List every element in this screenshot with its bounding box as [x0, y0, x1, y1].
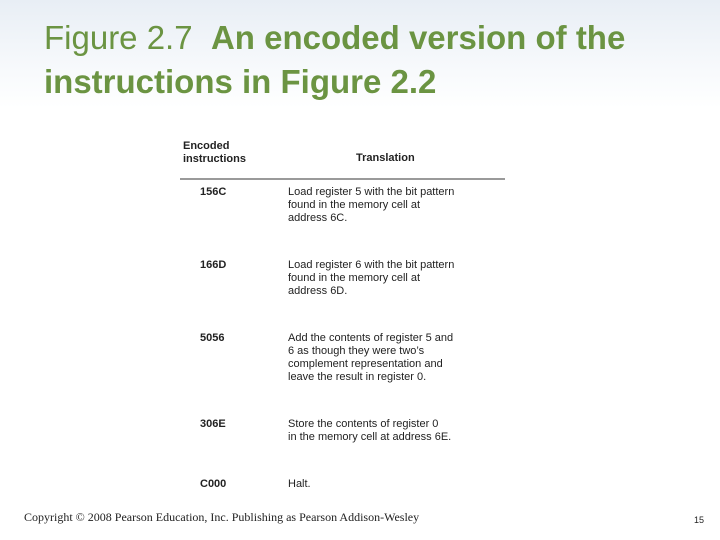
- copyright-notice: Copyright © 2008 Pearson Education, Inc. Publishing as Pearson Addison-Wesley: [24, 510, 420, 524]
- header-translation: Translation: [356, 152, 415, 164]
- translation-text: Load register 5 with the bit pattern found in the memory cell at address 6C.: [288, 186, 455, 224]
- translation-text: Halt.: [288, 478, 311, 490]
- encoded-instruction: C000: [200, 478, 227, 490]
- header-divider: [180, 178, 505, 180]
- encoded-instruction: 5056: [200, 332, 225, 344]
- header-encoded-instructions: Encoded instructions: [183, 140, 246, 165]
- slide-title: [44, 16, 704, 104]
- instruction-table: [180, 138, 505, 496]
- encoded-instruction: 306E: [200, 418, 226, 430]
- translation-text: Add the contents of register 5 and 6 as though they were two’s complement representation and leave the result in register 0.: [288, 332, 454, 383]
- figure-number: Figure 2.7: [44, 19, 193, 56]
- page-number: 15: [694, 515, 705, 525]
- encoded-instruction: 166D: [200, 259, 227, 271]
- figure-caption: An encoded version of the instructions in Figure 2.2: [44, 19, 626, 100]
- translation-text: Load register 6 with the bit pattern found in the memory cell at address 6D.: [288, 259, 455, 297]
- encoded-instruction: 156C: [200, 186, 227, 198]
- translation-text: Store the contents of register 0 in the memory cell at address 6E.: [288, 418, 452, 443]
